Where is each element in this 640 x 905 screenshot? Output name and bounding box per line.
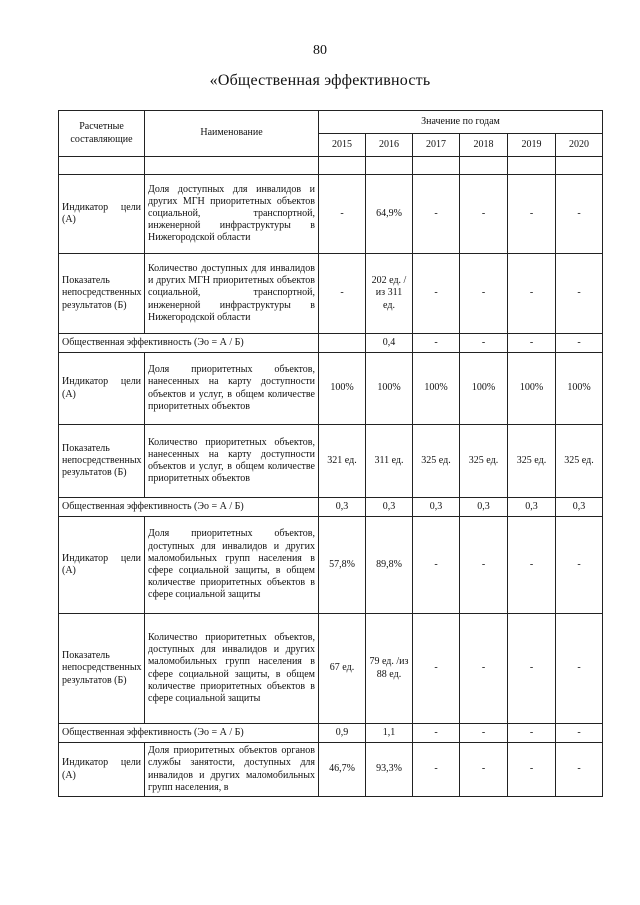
header-components: Расчетные составляющие xyxy=(59,111,145,157)
value-cell xyxy=(319,334,366,353)
value-cell: 202 ед. /из 311 ед. xyxy=(366,254,413,334)
value-cell: - xyxy=(508,334,556,353)
value-cell: - xyxy=(319,175,366,254)
header-name: Наименование xyxy=(145,111,319,157)
value-cell: - xyxy=(556,334,603,353)
row-label: Индикатор цели (А) xyxy=(59,175,145,254)
value-cell: 100% xyxy=(508,353,556,425)
value-cell: 325 ед. xyxy=(413,425,460,498)
value-cell: - xyxy=(413,334,460,353)
value-cell: - xyxy=(319,254,366,334)
efficiency-total-row xyxy=(59,724,603,743)
row-label: Показатель непосредственных результатов (Б) xyxy=(59,254,145,334)
value-cell: - xyxy=(460,334,508,353)
efficiency-total-row xyxy=(59,498,603,517)
row-label: Показатель непосредственных результатов (Б) xyxy=(59,614,145,724)
page-number: 80 xyxy=(313,43,327,58)
value-cell: - xyxy=(508,743,556,797)
value-cell: - xyxy=(460,254,508,334)
value-cell: 100% xyxy=(556,353,603,425)
value-cell: 0,3 xyxy=(366,498,413,517)
row-name: Доля приоритетных объектов органов службы занятости, доступных для инвалидов и других маломобильных групп населения, в xyxy=(145,743,319,797)
header-values-by-year: Значение по годам xyxy=(319,111,603,134)
row-label: Общественная эффективность (Эо = А / Б) xyxy=(59,334,319,353)
value-cell: 311 ед. xyxy=(366,425,413,498)
value-cell: - xyxy=(460,614,508,724)
row-name: Доля приоритетных объектов, нанесенных на карту доступности объектов и услуг, в общем количестве приоритетных объектов xyxy=(145,353,319,425)
value-cell: 46,7% xyxy=(319,743,366,797)
value-cell: - xyxy=(508,614,556,724)
value-cell: 0,3 xyxy=(413,498,460,517)
header-year: 2018 xyxy=(460,134,508,157)
value-cell: - xyxy=(556,175,603,254)
value-cell: 100% xyxy=(460,353,508,425)
table-row xyxy=(59,254,603,334)
value-cell: 100% xyxy=(366,353,413,425)
value-cell: - xyxy=(556,743,603,797)
value-cell: - xyxy=(508,175,556,254)
value-cell: 0,3 xyxy=(319,498,366,517)
table-row xyxy=(59,425,603,498)
value-cell: 57,8% xyxy=(319,517,366,614)
row-name: Количество приоритетных объектов, нанесенных на карту доступности объектов и услуг, в общем количестве приоритетных объектов xyxy=(145,425,319,498)
value-cell: 321 ед. xyxy=(319,425,366,498)
value-cell: 89,8% xyxy=(366,517,413,614)
row-name: Доля приоритетных объектов, доступных для инвалидов и других маломобильных групп населения в сфере социальной защиты, в общем количестве приоритетных объектов в сфере социальной защиты xyxy=(145,517,319,614)
value-cell: 100% xyxy=(413,353,460,425)
row-label: Индикатор цели (А) xyxy=(59,743,145,797)
header-year: 2016 xyxy=(366,134,413,157)
value-cell: - xyxy=(508,517,556,614)
value-cell: 0,4 xyxy=(366,334,413,353)
table-row xyxy=(59,353,603,425)
value-cell: - xyxy=(556,517,603,614)
value-cell: - xyxy=(413,724,460,743)
header-year: 2020 xyxy=(556,134,603,157)
value-cell: - xyxy=(508,254,556,334)
value-cell: 325 ед. xyxy=(508,425,556,498)
row-label: Индикатор цели (А) xyxy=(59,517,145,614)
value-cell: - xyxy=(556,254,603,334)
value-cell: 0,9 xyxy=(319,724,366,743)
value-cell: - xyxy=(460,724,508,743)
row-name: Количество приоритетных объектов, доступных для инвалидов и других маломобильных групп населения в сфере социальной защиты, в общем количестве приоритетных объектов в сфере социальной защиты xyxy=(145,614,319,724)
value-cell: - xyxy=(413,254,460,334)
header-year: 2019 xyxy=(508,134,556,157)
table-row xyxy=(59,175,603,254)
value-cell: 0,3 xyxy=(460,498,508,517)
value-cell: 0,3 xyxy=(556,498,603,517)
efficiency-table xyxy=(58,110,603,797)
value-cell: - xyxy=(556,614,603,724)
value-cell: - xyxy=(413,743,460,797)
header-year: 2017 xyxy=(413,134,460,157)
table-row xyxy=(59,517,603,614)
value-cell: 100% xyxy=(319,353,366,425)
row-label: Показатель непосредственных результатов (Б) xyxy=(59,425,145,498)
value-cell: 325 ед. xyxy=(460,425,508,498)
page-title: «Общественная эффективность xyxy=(209,72,431,89)
row-label: Общественная эффективность (Эо = А / Б) xyxy=(59,724,319,743)
value-cell: - xyxy=(556,724,603,743)
value-cell: - xyxy=(460,743,508,797)
value-cell: - xyxy=(460,517,508,614)
row-name: Доля доступных для инвалидов и других МГН приоритетных объектов социальной, транспортной, инженерной инфраструктуры в Нижегородской области xyxy=(145,175,319,254)
header-year: 2015 xyxy=(319,134,366,157)
value-cell: 1,1 xyxy=(366,724,413,743)
value-cell: - xyxy=(413,614,460,724)
table-row xyxy=(59,743,603,797)
value-cell: - xyxy=(508,724,556,743)
value-cell: - xyxy=(413,175,460,254)
value-cell: 67 ед. xyxy=(319,614,366,724)
value-cell: 64,9% xyxy=(366,175,413,254)
row-name: Количество доступных для инвалидов и других МГН приоритетных объектов социальной, транспортной, инженерной инфраструктуры в Нижегородской области xyxy=(145,254,319,334)
empty-row xyxy=(59,157,603,175)
value-cell: 0,3 xyxy=(508,498,556,517)
value-cell: - xyxy=(460,175,508,254)
value-cell: - xyxy=(413,517,460,614)
value-cell: 79 ед. /из 88 ед. xyxy=(366,614,413,724)
value-cell: 325 ед. xyxy=(556,425,603,498)
table-row xyxy=(59,614,603,724)
value-cell: 93,3% xyxy=(366,743,413,797)
efficiency-total-row xyxy=(59,334,603,353)
row-label: Индикатор цели (А) xyxy=(59,353,145,425)
row-label: Общественная эффективность (Эо = А / Б) xyxy=(59,498,319,517)
